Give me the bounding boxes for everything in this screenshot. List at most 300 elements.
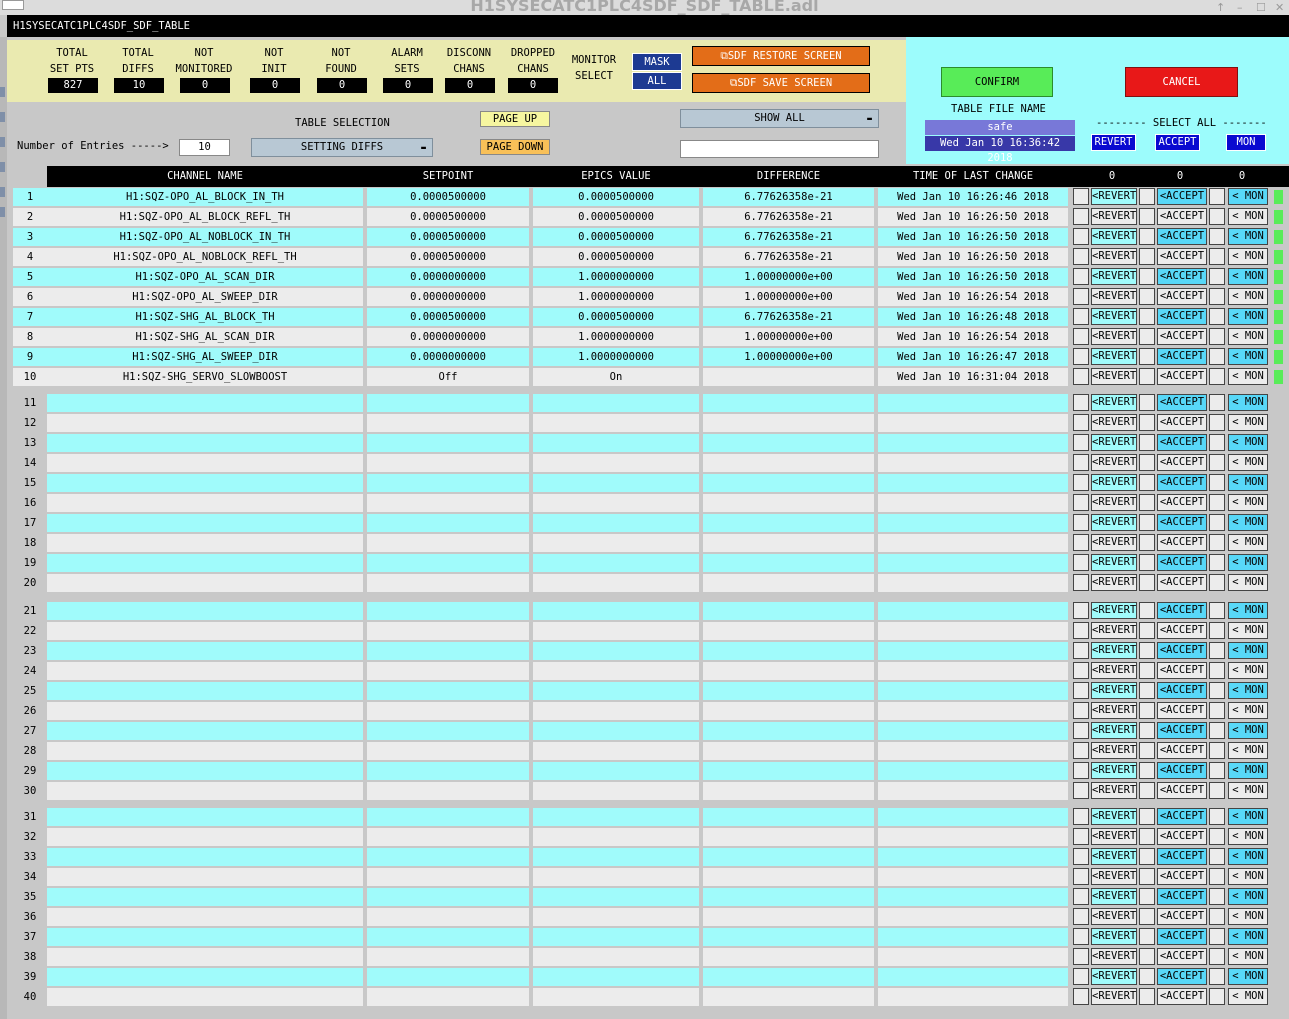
accept-button[interactable]: <ACCEPT	[1157, 208, 1207, 225]
accept-button[interactable]: <ACCEPT	[1157, 988, 1207, 1005]
mon-checkbox[interactable]	[1209, 682, 1225, 699]
mon-button[interactable]: < MON	[1228, 642, 1268, 659]
mon-checkbox[interactable]	[1209, 494, 1225, 511]
channel-name-cell	[47, 928, 363, 946]
revert-button[interactable]: <REVERT	[1091, 248, 1137, 265]
mon-button[interactable]: < MON	[1228, 868, 1268, 885]
accept-checkbox[interactable]	[1139, 848, 1155, 865]
accept-button[interactable]: <ACCEPT	[1157, 848, 1207, 865]
revert-button[interactable]: <REVERT	[1091, 868, 1137, 885]
mon-button[interactable]: < MON	[1228, 662, 1268, 679]
row-number: 37	[23, 931, 37, 943]
accept-button[interactable]: <ACCEPT	[1157, 474, 1207, 491]
mon-checkbox[interactable]	[1209, 988, 1225, 1005]
mon-button[interactable]: < MON	[1228, 988, 1268, 1005]
difference-cell	[703, 602, 874, 620]
accept-checkbox[interactable]	[1139, 248, 1155, 265]
confirm-button[interactable]: CONFIRM	[941, 67, 1053, 97]
mon-button[interactable]: < MON	[1228, 474, 1268, 491]
sdf-save-screen-button[interactable]: ⧉SDF SAVE SCREEN	[692, 73, 870, 93]
mon-button[interactable]: < MON	[1228, 828, 1268, 845]
accept-checkbox[interactable]	[1139, 868, 1155, 885]
revert-button[interactable]: <REVERT	[1091, 988, 1137, 1005]
mon-button[interactable]: < MON	[1228, 848, 1268, 865]
accept-button[interactable]: <ACCEPT	[1157, 534, 1207, 551]
revert-button[interactable]: <REVERT	[1091, 288, 1137, 305]
mon-button[interactable]: < MON	[1228, 742, 1268, 759]
mon-checkbox[interactable]	[1209, 394, 1225, 411]
accept-checkbox[interactable]	[1139, 808, 1155, 825]
mon-button[interactable]: < MON	[1228, 574, 1268, 591]
accept-checkbox[interactable]	[1139, 308, 1155, 325]
time-cell	[878, 808, 1068, 826]
revert-checkbox[interactable]	[1073, 642, 1089, 659]
mon-checkbox[interactable]	[1209, 454, 1225, 471]
alarm-sets-label: ALARM SETS	[391, 47, 423, 75]
table-selection-value: SETTING DIFFS	[300, 141, 384, 153]
cancel-button[interactable]: CANCEL	[1125, 67, 1238, 97]
revert-checkbox[interactable]	[1073, 434, 1089, 451]
accept-button[interactable]: <ACCEPT	[1157, 574, 1207, 591]
mon-checkbox[interactable]	[1209, 782, 1225, 799]
mon-checkbox[interactable]	[1209, 228, 1225, 245]
revert-checkbox[interactable]	[1073, 454, 1089, 471]
accept-checkbox[interactable]	[1139, 908, 1155, 925]
accept-button[interactable]: <ACCEPT	[1157, 782, 1207, 799]
accept-checkbox[interactable]	[1139, 988, 1155, 1005]
accept-checkbox[interactable]	[1139, 702, 1155, 719]
select-all-revert-button[interactable]: REVERT	[1091, 134, 1136, 151]
accept-button[interactable]: <ACCEPT	[1157, 602, 1207, 619]
revert-checkbox[interactable]	[1073, 762, 1089, 779]
revert-checkbox[interactable]	[1073, 348, 1089, 365]
mon-button[interactable]: < MON	[1228, 228, 1268, 245]
window-title: H1SYSECATC1PLC4SDF_SDF_TABLE.adl	[470, 0, 819, 15]
accept-checkbox[interactable]	[1139, 948, 1155, 965]
maximize-icon[interactable]: ☐	[1256, 1, 1266, 14]
mon-button[interactable]: < MON	[1228, 782, 1268, 799]
mon-checkbox[interactable]	[1209, 574, 1225, 591]
page-down-button[interactable]: PAGE DOWN	[480, 139, 550, 155]
page-up-button[interactable]: PAGE UP	[480, 111, 550, 127]
accept-checkbox[interactable]	[1139, 622, 1155, 639]
accept-checkbox[interactable]	[1139, 474, 1155, 491]
sdf-restore-screen-button[interactable]: ⧉SDF RESTORE SCREEN	[692, 46, 870, 66]
accept-button[interactable]: <ACCEPT	[1157, 494, 1207, 511]
mon-button[interactable]: < MON	[1228, 722, 1268, 739]
accept-checkbox[interactable]	[1139, 762, 1155, 779]
accept-checkbox[interactable]	[1139, 454, 1155, 471]
mon-checkbox[interactable]	[1209, 348, 1225, 365]
mon-checkbox[interactable]	[1209, 702, 1225, 719]
revert-checkbox[interactable]	[1073, 682, 1089, 699]
revert-button[interactable]: <REVERT	[1091, 722, 1137, 739]
revert-button[interactable]: <REVERT	[1091, 414, 1137, 431]
monitor-status-indicator	[1274, 230, 1283, 244]
accept-button[interactable]: <ACCEPT	[1157, 288, 1207, 305]
accept-button[interactable]: <ACCEPT	[1157, 268, 1207, 285]
mon-checkbox[interactable]	[1209, 722, 1225, 739]
mon-checkbox[interactable]	[1209, 808, 1225, 825]
mon-button[interactable]: < MON	[1228, 554, 1268, 571]
revert-checkbox[interactable]	[1073, 514, 1089, 531]
accept-checkbox[interactable]	[1139, 208, 1155, 225]
epics-value-cell	[533, 394, 699, 412]
mon-button[interactable]: < MON	[1228, 514, 1268, 531]
mon-checkbox[interactable]	[1209, 514, 1225, 531]
accept-button[interactable]: <ACCEPT	[1157, 642, 1207, 659]
mon-button[interactable]: < MON	[1228, 208, 1268, 225]
epics-value-cell	[533, 888, 699, 906]
accept-button[interactable]: <ACCEPT	[1157, 948, 1207, 965]
revert-checkbox[interactable]	[1073, 722, 1089, 739]
revert-button[interactable]: <REVERT	[1091, 642, 1137, 659]
revert-button[interactable]: <REVERT	[1091, 228, 1137, 245]
epics-value-cell: 0.0000500000	[533, 208, 699, 226]
revert-checkbox[interactable]	[1073, 394, 1089, 411]
mon-checkbox[interactable]	[1209, 188, 1225, 205]
revert-checkbox[interactable]	[1073, 308, 1089, 325]
accept-button[interactable]: <ACCEPT	[1157, 682, 1207, 699]
revert-button[interactable]: <REVERT	[1091, 534, 1137, 551]
mon-checkbox[interactable]	[1209, 534, 1225, 551]
accept-checkbox[interactable]	[1139, 434, 1155, 451]
mon-checkbox[interactable]	[1209, 434, 1225, 451]
mon-button[interactable]: < MON	[1228, 534, 1268, 551]
mon-checkbox[interactable]	[1209, 868, 1225, 885]
accept-checkbox[interactable]	[1139, 554, 1155, 571]
epics-value-cell	[533, 948, 699, 966]
search-input[interactable]	[680, 140, 879, 158]
entries-input[interactable]: 10	[179, 139, 230, 156]
revert-checkbox[interactable]	[1073, 968, 1089, 985]
mon-button[interactable]: < MON	[1228, 188, 1268, 205]
revert-checkbox[interactable]	[1073, 988, 1089, 1005]
channel-name-cell	[47, 968, 363, 986]
accept-checkbox[interactable]	[1139, 328, 1155, 345]
mon-checkbox[interactable]	[1209, 288, 1225, 305]
revert-checkbox[interactable]	[1073, 368, 1089, 385]
revert-button[interactable]: <REVERT	[1091, 968, 1137, 985]
accept-button[interactable]: <ACCEPT	[1157, 394, 1207, 411]
accept-button[interactable]: <ACCEPT	[1157, 742, 1207, 759]
accept-button[interactable]: <ACCEPT	[1157, 722, 1207, 739]
revert-button[interactable]: <REVERT	[1091, 348, 1137, 365]
epics-value-cell	[533, 702, 699, 720]
accept-checkbox[interactable]	[1139, 968, 1155, 985]
revert-checkbox[interactable]	[1073, 928, 1089, 945]
channel-name-cell: H1:SQZ-OPO_AL_SCAN_DIR	[47, 268, 363, 286]
row-number: 22	[23, 625, 37, 637]
select-all-accept-button[interactable]: ACCEPT	[1155, 134, 1200, 151]
mon-checkbox[interactable]	[1209, 308, 1225, 325]
accept-checkbox[interactable]	[1139, 414, 1155, 431]
mon-button[interactable]: < MON	[1228, 682, 1268, 699]
mon-button[interactable]: < MON	[1228, 948, 1268, 965]
accept-button[interactable]: <ACCEPT	[1157, 828, 1207, 845]
revert-checkbox[interactable]	[1073, 602, 1089, 619]
channel-name-cell: H1:SQZ-SHG_SERVO_SLOWBOOST	[47, 368, 363, 386]
accept-button[interactable]: <ACCEPT	[1157, 968, 1207, 985]
accept-checkbox[interactable]	[1139, 782, 1155, 799]
revert-button[interactable]: <REVERT	[1091, 622, 1137, 639]
channel-name-cell	[47, 394, 363, 412]
mon-checkbox[interactable]	[1209, 602, 1225, 619]
revert-checkbox[interactable]	[1073, 474, 1089, 491]
minimize-icon[interactable]: –	[1237, 1, 1243, 14]
revert-button[interactable]: <REVERT	[1091, 368, 1137, 385]
accept-button[interactable]: <ACCEPT	[1157, 662, 1207, 679]
total-set-pts-value: 827	[48, 78, 98, 93]
mon-button[interactable]: < MON	[1228, 288, 1268, 305]
accept-checkbox[interactable]	[1139, 534, 1155, 551]
revert-checkbox[interactable]	[1073, 888, 1089, 905]
accept-checkbox[interactable]	[1139, 928, 1155, 945]
revert-button[interactable]: <REVERT	[1091, 394, 1137, 411]
accept-button[interactable]: <ACCEPT	[1157, 188, 1207, 205]
show-all-menu[interactable]	[680, 109, 879, 128]
accept-button[interactable]: <ACCEPT	[1157, 622, 1207, 639]
mon-checkbox[interactable]	[1209, 248, 1225, 265]
window-titlebar[interactable]	[0, 0, 1289, 15]
mon-checkbox[interactable]	[1209, 828, 1225, 845]
revert-button[interactable]: <REVERT	[1091, 574, 1137, 591]
difference-cell	[703, 908, 874, 926]
accept-checkbox[interactable]	[1139, 228, 1155, 245]
accept-button[interactable]: <ACCEPT	[1157, 928, 1207, 945]
revert-checkbox[interactable]	[1073, 574, 1089, 591]
epics-value-cell	[533, 434, 699, 452]
revert-button[interactable]: <REVERT	[1091, 682, 1137, 699]
mon-button[interactable]: < MON	[1228, 368, 1268, 385]
revert-button[interactable]: <REVERT	[1091, 434, 1137, 451]
row-number: 20	[23, 577, 37, 589]
revert-button[interactable]: <REVERT	[1091, 208, 1137, 225]
revert-button[interactable]: <REVERT	[1091, 888, 1137, 905]
revert-checkbox[interactable]	[1073, 494, 1089, 511]
accept-checkbox[interactable]	[1139, 368, 1155, 385]
mon-checkbox[interactable]	[1209, 554, 1225, 571]
mon-button[interactable]: < MON	[1228, 414, 1268, 431]
accept-checkbox[interactable]	[1139, 662, 1155, 679]
row-number: 24	[23, 665, 37, 677]
epics-value-cell	[533, 574, 699, 592]
mon-checkbox[interactable]	[1209, 928, 1225, 945]
revert-checkbox[interactable]	[1073, 808, 1089, 825]
row-number: 13	[23, 437, 37, 449]
accept-button[interactable]: <ACCEPT	[1157, 414, 1207, 431]
all-button[interactable]: ALL	[632, 72, 682, 90]
revert-button[interactable]: <REVERT	[1091, 808, 1137, 825]
accept-button[interactable]: <ACCEPT	[1157, 328, 1207, 345]
mon-checkbox[interactable]	[1209, 662, 1225, 679]
accept-button[interactable]: <ACCEPT	[1157, 702, 1207, 719]
mon-button[interactable]: < MON	[1228, 928, 1268, 945]
channel-name-cell	[47, 534, 363, 552]
accept-button[interactable]: <ACCEPT	[1157, 808, 1207, 825]
revert-checkbox[interactable]	[1073, 554, 1089, 571]
mon-button[interactable]: < MON	[1228, 454, 1268, 471]
mon-checkbox[interactable]	[1209, 762, 1225, 779]
accept-button[interactable]: <ACCEPT	[1157, 248, 1207, 265]
accept-button[interactable]: <ACCEPT	[1157, 868, 1207, 885]
accept-checkbox[interactable]	[1139, 394, 1155, 411]
mon-button[interactable]: < MON	[1228, 888, 1268, 905]
accept-checkbox[interactable]	[1139, 574, 1155, 591]
revert-checkbox[interactable]	[1073, 702, 1089, 719]
mask-button[interactable]: MASK	[632, 53, 682, 71]
mon-button[interactable]: < MON	[1228, 908, 1268, 925]
accept-checkbox[interactable]	[1139, 888, 1155, 905]
difference-cell	[703, 368, 874, 386]
revert-button[interactable]: <REVERT	[1091, 908, 1137, 925]
raise-icon[interactable]: ↑	[1216, 1, 1226, 14]
channel-name-cell	[47, 602, 363, 620]
mon-button[interactable]: < MON	[1228, 702, 1268, 719]
background-window-edge	[0, 37, 7, 1019]
revert-button[interactable]: <REVERT	[1091, 662, 1137, 679]
revert-button[interactable]: <REVERT	[1091, 828, 1137, 845]
accept-checkbox[interactable]	[1139, 288, 1155, 305]
accept-button[interactable]: <ACCEPT	[1157, 908, 1207, 925]
revert-button[interactable]: <REVERT	[1091, 948, 1137, 965]
revert-button[interactable]: <REVERT	[1091, 928, 1137, 945]
revert-button[interactable]: <REVERT	[1091, 702, 1137, 719]
accept-checkbox[interactable]	[1139, 602, 1155, 619]
accept-checkbox[interactable]	[1139, 742, 1155, 759]
revert-checkbox[interactable]	[1073, 268, 1089, 285]
mon-button[interactable]: < MON	[1228, 348, 1268, 365]
select-all-mon-button[interactable]: MON	[1226, 134, 1266, 151]
revert-checkbox[interactable]	[1073, 868, 1089, 885]
mon-checkbox[interactable]	[1209, 328, 1225, 345]
accept-checkbox[interactable]	[1139, 722, 1155, 739]
mon-checkbox[interactable]	[1209, 414, 1225, 431]
mon-button[interactable]: < MON	[1228, 808, 1268, 825]
mon-button[interactable]: < MON	[1228, 622, 1268, 639]
accept-button[interactable]: <ACCEPT	[1157, 514, 1207, 531]
row-number: 38	[23, 951, 37, 963]
revert-checkbox[interactable]	[1073, 188, 1089, 205]
revert-button[interactable]: <REVERT	[1091, 474, 1137, 491]
mon-checkbox[interactable]	[1209, 742, 1225, 759]
close-icon[interactable]: ✕	[1275, 1, 1285, 14]
revert-checkbox[interactable]	[1073, 228, 1089, 245]
mon-checkbox[interactable]	[1209, 642, 1225, 659]
mon-checkbox[interactable]	[1209, 474, 1225, 491]
revert-button[interactable]: <REVERT	[1091, 188, 1137, 205]
revert-button[interactable]: <REVERT	[1091, 762, 1137, 779]
channel-name-cell	[47, 702, 363, 720]
revert-button[interactable]: <REVERT	[1091, 308, 1137, 325]
accept-button[interactable]: <ACCEPT	[1157, 434, 1207, 451]
mon-button[interactable]: < MON	[1228, 308, 1268, 325]
accept-button[interactable]: <ACCEPT	[1157, 308, 1207, 325]
accept-checkbox[interactable]	[1139, 494, 1155, 511]
revert-button[interactable]: <REVERT	[1091, 454, 1137, 471]
revert-checkbox[interactable]	[1073, 248, 1089, 265]
mon-checkbox[interactable]	[1209, 968, 1225, 985]
accept-button[interactable]: <ACCEPT	[1157, 348, 1207, 365]
revert-checkbox[interactable]	[1073, 908, 1089, 925]
revert-checkbox[interactable]	[1073, 208, 1089, 225]
mon-button[interactable]: < MON	[1228, 494, 1268, 511]
mon-checkbox[interactable]	[1209, 208, 1225, 225]
mon-button[interactable]: < MON	[1228, 968, 1268, 985]
mon-checkbox[interactable]	[1209, 948, 1225, 965]
accept-button[interactable]: <ACCEPT	[1157, 888, 1207, 905]
table-selection-menu[interactable]	[251, 138, 433, 157]
mon-checkbox[interactable]	[1209, 908, 1225, 925]
mon-checkbox[interactable]	[1209, 268, 1225, 285]
accept-checkbox[interactable]	[1139, 348, 1155, 365]
mon-button[interactable]: < MON	[1228, 434, 1268, 451]
accept-checkbox[interactable]	[1139, 682, 1155, 699]
revert-checkbox[interactable]	[1073, 534, 1089, 551]
accept-checkbox[interactable]	[1139, 514, 1155, 531]
difference-cell	[703, 682, 874, 700]
difference-cell	[703, 742, 874, 760]
revert-button[interactable]: <REVERT	[1091, 848, 1137, 865]
revert-checkbox[interactable]	[1073, 414, 1089, 431]
accept-checkbox[interactable]	[1139, 188, 1155, 205]
difference-cell	[703, 394, 874, 412]
revert-button[interactable]: <REVERT	[1091, 328, 1137, 345]
revert-checkbox[interactable]	[1073, 328, 1089, 345]
revert-button[interactable]: <REVERT	[1091, 494, 1137, 511]
revert-checkbox[interactable]	[1073, 828, 1089, 845]
channel-name-cell	[47, 622, 363, 640]
time-cell: Wed Jan 10 16:26:54 2018	[878, 288, 1068, 306]
revert-checkbox[interactable]	[1073, 288, 1089, 305]
revert-checkbox[interactable]	[1073, 622, 1089, 639]
revert-checkbox[interactable]	[1073, 848, 1089, 865]
mon-checkbox[interactable]	[1209, 622, 1225, 639]
accept-button[interactable]: <ACCEPT	[1157, 762, 1207, 779]
accept-checkbox[interactable]	[1139, 268, 1155, 285]
revert-checkbox[interactable]	[1073, 662, 1089, 679]
monitor-status-indicator	[1274, 270, 1283, 284]
row-number: 17	[23, 517, 37, 529]
accept-button[interactable]: <ACCEPT	[1157, 228, 1207, 245]
mon-button[interactable]: < MON	[1228, 328, 1268, 345]
mon-checkbox[interactable]	[1209, 888, 1225, 905]
revert-button[interactable]: <REVERT	[1091, 514, 1137, 531]
revert-button[interactable]: <REVERT	[1091, 554, 1137, 571]
mon-button[interactable]: < MON	[1228, 394, 1268, 411]
accept-checkbox[interactable]	[1139, 828, 1155, 845]
revert-checkbox[interactable]	[1073, 742, 1089, 759]
time-cell: Wed Jan 10 16:26:48 2018	[878, 308, 1068, 326]
mon-checkbox[interactable]	[1209, 368, 1225, 385]
revert-button[interactable]: <REVERT	[1091, 602, 1137, 619]
revert-button[interactable]: <REVERT	[1091, 742, 1137, 759]
accept-button[interactable]: <ACCEPT	[1157, 368, 1207, 385]
mon-checkbox[interactable]	[1209, 848, 1225, 865]
accept-button[interactable]: <ACCEPT	[1157, 454, 1207, 471]
mon-button[interactable]: < MON	[1228, 602, 1268, 619]
revert-button[interactable]: <REVERT	[1091, 782, 1137, 799]
difference-cell	[703, 434, 874, 452]
revert-button[interactable]: <REVERT	[1091, 268, 1137, 285]
revert-checkbox[interactable]	[1073, 782, 1089, 799]
accept-button[interactable]: <ACCEPT	[1157, 554, 1207, 571]
accept-checkbox[interactable]	[1139, 642, 1155, 659]
mon-button[interactable]: < MON	[1228, 248, 1268, 265]
mon-button[interactable]: < MON	[1228, 268, 1268, 285]
revert-checkbox[interactable]	[1073, 948, 1089, 965]
mon-button[interactable]: < MON	[1228, 762, 1268, 779]
